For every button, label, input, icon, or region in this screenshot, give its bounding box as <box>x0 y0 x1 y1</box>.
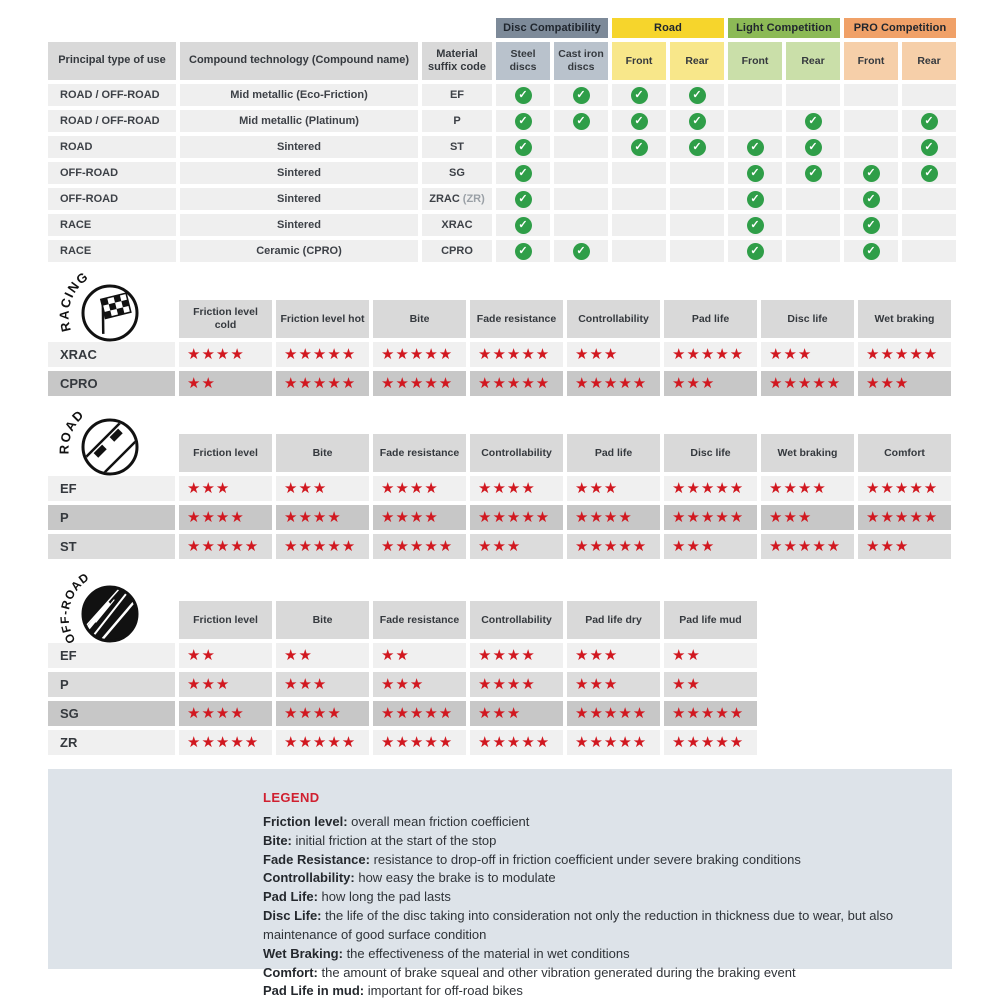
column-header: Pad life mud <box>664 601 757 639</box>
check-cell <box>670 136 724 158</box>
check-icon: ✓ <box>689 113 706 130</box>
star-rating: ★★★★★ <box>373 701 466 726</box>
legend-item <box>263 813 924 832</box>
star-rating: ★★★★ <box>470 476 563 501</box>
check-cell <box>612 188 666 210</box>
check-cell <box>844 110 898 132</box>
compound-cell: Sintered <box>180 136 418 158</box>
star-rating: ★★★ <box>470 701 563 726</box>
suffix-code: ZRAC <box>429 193 460 205</box>
column-header: Friction level <box>179 434 272 472</box>
sub-header: Rear <box>902 42 956 80</box>
column-header: Disc life <box>664 434 757 472</box>
star-rating: ★★★ <box>276 476 369 501</box>
column-header: Fade resistance <box>373 601 466 639</box>
column-header: Friction level cold <box>179 300 272 338</box>
column-header: Disc life <box>761 300 854 338</box>
check-cell <box>670 214 724 236</box>
check-icon: ✓ <box>747 165 764 182</box>
table-row <box>48 701 956 726</box>
check-cell <box>786 214 840 236</box>
check-cell <box>902 188 956 210</box>
legend-term: Disc Life: <box>263 908 322 924</box>
legend-desc: how easy the brake is to modulate <box>358 870 556 886</box>
check-cell <box>786 110 840 132</box>
check-cell <box>728 136 782 158</box>
check-cell <box>786 162 840 184</box>
check-cell <box>728 214 782 236</box>
star-rating: ★★★★★ <box>664 342 757 367</box>
star-rating: ★★★★★ <box>567 534 660 559</box>
column-header: Pad life <box>664 300 757 338</box>
check-cell <box>844 214 898 236</box>
legend-desc: the amount of brake squeal and other vibration generated during the braking event <box>321 964 796 980</box>
check-cell <box>554 188 608 210</box>
star-rating: ★★★★★ <box>567 730 660 755</box>
suffix-code: EF <box>449 89 465 101</box>
column-header: Controllability <box>567 300 660 338</box>
sub-header: Front <box>844 42 898 80</box>
check-cell <box>786 188 840 210</box>
group-header: Disc Compatibility <box>496 18 608 38</box>
check-cell <box>554 110 608 132</box>
compatibility-table <box>48 18 956 262</box>
star-rating: ★★★★ <box>179 505 272 530</box>
legend-desc: resistance to drop-off in friction coefficient under severe braking conditions <box>373 851 801 867</box>
sub-header: Rear <box>670 42 724 80</box>
table-row <box>48 476 956 501</box>
use-cell: ROAD / OFF-ROAD <box>48 84 176 106</box>
legend-desc: important for off-road bikes <box>367 983 523 999</box>
check-cell <box>554 84 608 106</box>
check-cell <box>612 110 666 132</box>
star-rating: ★★★★★ <box>664 730 757 755</box>
group-header: Road <box>612 18 724 38</box>
star-rating: ★★★★★ <box>567 371 660 396</box>
check-cell <box>496 188 550 210</box>
suffix-code: ST <box>449 141 465 153</box>
check-icon: ✓ <box>863 243 880 260</box>
star-rating: ★★★ <box>858 371 951 396</box>
check-icon: ✓ <box>805 113 822 130</box>
suffix-code-cell <box>422 110 492 132</box>
star-rating: ★★★ <box>858 534 951 559</box>
row-label: ZR <box>48 730 175 755</box>
star-rating: ★★★ <box>567 476 660 501</box>
suffix-code: P <box>453 115 461 127</box>
star-rating: ★★★★★ <box>179 730 272 755</box>
legend-panel <box>48 769 952 999</box>
legend-term: Bite: <box>263 832 292 848</box>
check-cell <box>612 162 666 184</box>
check-cell <box>728 188 782 210</box>
table-row <box>48 643 956 668</box>
legend-item <box>263 832 924 851</box>
sub-header: Cast iron discs <box>554 42 608 80</box>
section-label: OFF-ROAD <box>57 569 93 646</box>
check-icon: ✓ <box>921 165 938 182</box>
row-label: EF <box>48 643 175 668</box>
check-cell <box>554 136 608 158</box>
offroad-section <box>48 569 956 755</box>
group-header: PRO Competition <box>844 18 956 38</box>
sub-header: Front <box>728 42 782 80</box>
check-icon: ✓ <box>921 139 938 156</box>
suffix-code: CPRO <box>441 245 473 257</box>
legend-term: Friction level: <box>263 813 348 829</box>
check-cell <box>844 240 898 262</box>
check-cell <box>902 110 956 132</box>
group-header: Light Competition <box>728 18 840 38</box>
check-cell <box>844 136 898 158</box>
check-cell <box>612 84 666 106</box>
check-cell <box>728 240 782 262</box>
road-icon <box>56 389 156 489</box>
check-cell <box>786 136 840 158</box>
star-rating: ★★ <box>179 371 272 396</box>
star-rating: ★★★ <box>567 672 660 697</box>
legend-desc: how long the pad lasts <box>321 889 451 905</box>
suffix-code-cell <box>422 214 492 236</box>
star-rating: ★★★★ <box>470 643 563 668</box>
check-icon: ✓ <box>515 243 532 260</box>
suffix-code-alt: (ZR) <box>462 193 485 205</box>
compound-cell: Mid metallic (Platinum) <box>180 110 418 132</box>
legend-item <box>263 888 924 907</box>
star-rating: ★★★★★ <box>664 701 757 726</box>
star-rating: ★★★ <box>276 672 369 697</box>
star-rating: ★★★ <box>664 371 757 396</box>
sub-header: Steel discs <box>496 42 550 80</box>
star-rating: ★★★★★ <box>761 371 854 396</box>
compound-cell: Sintered <box>180 162 418 184</box>
check-icon: ✓ <box>631 87 648 104</box>
star-rating: ★★★★★ <box>373 342 466 367</box>
table-row <box>48 342 956 367</box>
star-rating: ★★★ <box>567 342 660 367</box>
check-icon: ✓ <box>747 139 764 156</box>
column-header: Compound technology (Compound name) <box>180 42 418 80</box>
legend-desc: overall mean friction coefficient <box>351 813 530 829</box>
check-icon: ✓ <box>573 113 590 130</box>
table-row <box>48 672 956 697</box>
column-header: Bite <box>373 300 466 338</box>
star-rating: ★★★★★ <box>664 505 757 530</box>
check-cell <box>844 162 898 184</box>
suffix-code-cell <box>422 162 492 184</box>
check-cell <box>612 136 666 158</box>
legend-desc: the effectiveness of the material in wet conditions <box>346 945 630 961</box>
check-icon: ✓ <box>573 87 590 104</box>
star-rating: ★★★★ <box>179 701 272 726</box>
table-row <box>48 371 956 396</box>
table-row <box>48 505 956 530</box>
row-label: EF <box>48 476 175 501</box>
row-label: P <box>48 505 175 530</box>
legend-desc: the life of the disc taking into consideration not only the reduction in thickness due to wear, but also maintenance of good surface condition <box>263 908 894 942</box>
legend-item <box>263 982 924 1001</box>
use-cell: ROAD / OFF-ROAD <box>48 110 176 132</box>
star-rating: ★★★ <box>179 672 272 697</box>
star-rating: ★★★★ <box>373 505 466 530</box>
suffix-code-cell <box>422 84 492 106</box>
legend-item <box>263 869 924 888</box>
check-icon: ✓ <box>747 217 764 234</box>
star-rating: ★★ <box>664 672 757 697</box>
row-label: CPRO <box>48 371 175 396</box>
star-rating: ★★★ <box>373 672 466 697</box>
check-cell <box>670 240 724 262</box>
check-cell <box>554 214 608 236</box>
check-cell <box>728 110 782 132</box>
star-rating: ★★★ <box>470 534 563 559</box>
star-rating: ★★★★ <box>373 476 466 501</box>
compound-cell: Sintered <box>180 214 418 236</box>
check-cell <box>496 240 550 262</box>
check-icon: ✓ <box>863 165 880 182</box>
column-header: Material suffix code <box>422 42 492 80</box>
star-rating: ★★★ <box>761 342 854 367</box>
column-header: Pad life <box>567 434 660 472</box>
check-cell <box>612 240 666 262</box>
star-rating: ★★★★★ <box>276 730 369 755</box>
star-rating: ★★★★ <box>276 505 369 530</box>
column-header: Fade resistance <box>373 434 466 472</box>
racing-section <box>48 268 956 396</box>
offroad-mud-icon <box>56 556 156 656</box>
check-icon: ✓ <box>515 113 532 130</box>
check-cell <box>728 84 782 106</box>
suffix-code: SG <box>449 167 465 179</box>
use-cell: OFF-ROAD <box>48 162 176 184</box>
column-header: Controllability <box>470 601 563 639</box>
suffix-code: XRAC <box>441 219 473 231</box>
star-rating: ★★★★ <box>567 505 660 530</box>
star-rating: ★★★★ <box>761 476 854 501</box>
star-rating: ★★★ <box>761 505 854 530</box>
star-rating: ★★★★★ <box>276 342 369 367</box>
check-cell <box>786 84 840 106</box>
check-icon: ✓ <box>515 87 532 104</box>
star-rating: ★★★★★ <box>373 371 466 396</box>
check-icon: ✓ <box>805 139 822 156</box>
legend-item <box>263 907 924 945</box>
check-icon: ✓ <box>689 87 706 104</box>
check-cell <box>670 84 724 106</box>
section-label: RACING <box>56 268 92 334</box>
star-rating: ★★★★★ <box>276 534 369 559</box>
star-rating: ★★★★★ <box>276 371 369 396</box>
check-cell <box>496 136 550 158</box>
legend-term: Controllability: <box>263 870 355 886</box>
check-cell <box>612 214 666 236</box>
column-header: Pad life dry <box>567 601 660 639</box>
sub-header: Front <box>612 42 666 80</box>
check-cell <box>554 162 608 184</box>
use-cell: RACE <box>48 214 176 236</box>
check-icon: ✓ <box>689 139 706 156</box>
check-cell <box>496 162 550 184</box>
check-cell <box>844 188 898 210</box>
star-rating: ★★★★★ <box>373 730 466 755</box>
star-rating: ★★★★★ <box>470 505 563 530</box>
row-label: SG <box>48 701 175 726</box>
check-cell <box>554 240 608 262</box>
offroad-rating-table <box>48 601 956 755</box>
star-rating: ★★ <box>276 643 369 668</box>
legend-item <box>263 945 924 964</box>
column-header: Friction level hot <box>276 300 369 338</box>
use-cell: ROAD <box>48 136 176 158</box>
check-cell <box>786 240 840 262</box>
check-icon: ✓ <box>631 113 648 130</box>
legend-term: Wet Braking: <box>263 945 343 961</box>
legend-list <box>263 813 924 1001</box>
column-header: Controllability <box>470 434 563 472</box>
star-rating: ★★★★★ <box>373 534 466 559</box>
check-icon: ✓ <box>921 113 938 130</box>
legend-item <box>263 851 924 870</box>
legend-term: Comfort: <box>263 964 318 980</box>
suffix-code-cell <box>422 240 492 262</box>
column-header: Principal type of use <box>48 42 176 80</box>
star-rating: ★★★★★ <box>858 342 951 367</box>
column-header: Bite <box>276 434 369 472</box>
suffix-code-cell <box>422 136 492 158</box>
rating-header-row <box>48 434 956 472</box>
star-rating: ★★★★★ <box>470 371 563 396</box>
check-icon: ✓ <box>747 191 764 208</box>
star-rating: ★★★★ <box>276 701 369 726</box>
check-cell <box>902 240 956 262</box>
check-cell <box>902 214 956 236</box>
check-cell <box>670 162 724 184</box>
use-cell: RACE <box>48 240 176 262</box>
check-icon: ✓ <box>805 165 822 182</box>
check-icon: ✓ <box>515 217 532 234</box>
compound-cell: Ceramic (CPRO) <box>180 240 418 262</box>
star-rating: ★★★★★ <box>761 534 854 559</box>
check-cell <box>496 214 550 236</box>
column-header: Comfort <box>858 434 951 472</box>
check-icon: ✓ <box>631 139 648 156</box>
star-rating: ★★★★★ <box>179 534 272 559</box>
check-cell <box>902 84 956 106</box>
legend-term: Fade Resistance: <box>263 851 370 867</box>
column-header: Fade resistance <box>470 300 563 338</box>
check-icon: ✓ <box>863 191 880 208</box>
check-cell <box>670 110 724 132</box>
column-header: Friction level <box>179 601 272 639</box>
check-icon: ✓ <box>747 243 764 260</box>
check-cell <box>902 162 956 184</box>
star-rating: ★★★★★ <box>858 505 951 530</box>
column-header: Wet braking <box>761 434 854 472</box>
check-icon: ✓ <box>515 191 532 208</box>
use-cell: OFF-ROAD <box>48 188 176 210</box>
star-rating: ★★★ <box>179 476 272 501</box>
star-rating: ★★★★★ <box>664 476 757 501</box>
check-cell <box>496 110 550 132</box>
star-rating: ★★★★★ <box>470 342 563 367</box>
star-rating: ★★★ <box>567 643 660 668</box>
sub-header: Rear <box>786 42 840 80</box>
section-label: ROAD <box>56 406 88 455</box>
star-rating: ★★★★★ <box>858 476 951 501</box>
road-section <box>48 406 956 559</box>
table-row <box>48 730 956 755</box>
check-cell <box>844 84 898 106</box>
star-rating: ★★ <box>179 643 272 668</box>
compound-cell: Sintered <box>180 188 418 210</box>
check-icon: ✓ <box>515 165 532 182</box>
check-cell <box>496 84 550 106</box>
column-header: Wet braking <box>858 300 951 338</box>
racing-flag-icon <box>56 255 156 355</box>
rating-header-row <box>48 601 956 639</box>
legend-term: Pad Life in mud: <box>263 983 365 999</box>
row-label: ST <box>48 534 175 559</box>
column-header: Bite <box>276 601 369 639</box>
legend-desc: initial friction at the start of the stop <box>295 832 497 848</box>
star-rating: ★★★★ <box>179 342 272 367</box>
legend-term: Pad Life: <box>263 889 318 905</box>
compound-cell: Mid metallic (Eco-Friction) <box>180 84 418 106</box>
star-rating: ★★★★★ <box>470 730 563 755</box>
star-rating: ★★ <box>373 643 466 668</box>
check-icon: ✓ <box>515 139 532 156</box>
legend-item <box>263 964 924 983</box>
star-rating: ★★★★ <box>470 672 563 697</box>
road-rating-table <box>48 434 956 559</box>
rating-header-row <box>48 300 956 338</box>
check-icon: ✓ <box>573 243 590 260</box>
suffix-code-cell <box>422 188 492 210</box>
check-cell <box>670 188 724 210</box>
check-icon: ✓ <box>863 217 880 234</box>
legend-title: LEGEND <box>263 790 320 805</box>
row-label: P <box>48 672 175 697</box>
check-cell <box>902 136 956 158</box>
racing-rating-table <box>48 300 956 396</box>
star-rating: ★★★★★ <box>567 701 660 726</box>
table-row <box>48 534 956 559</box>
row-label: XRAC <box>48 342 175 367</box>
star-rating: ★★★ <box>664 534 757 559</box>
star-rating: ★★ <box>664 643 757 668</box>
check-cell <box>728 162 782 184</box>
